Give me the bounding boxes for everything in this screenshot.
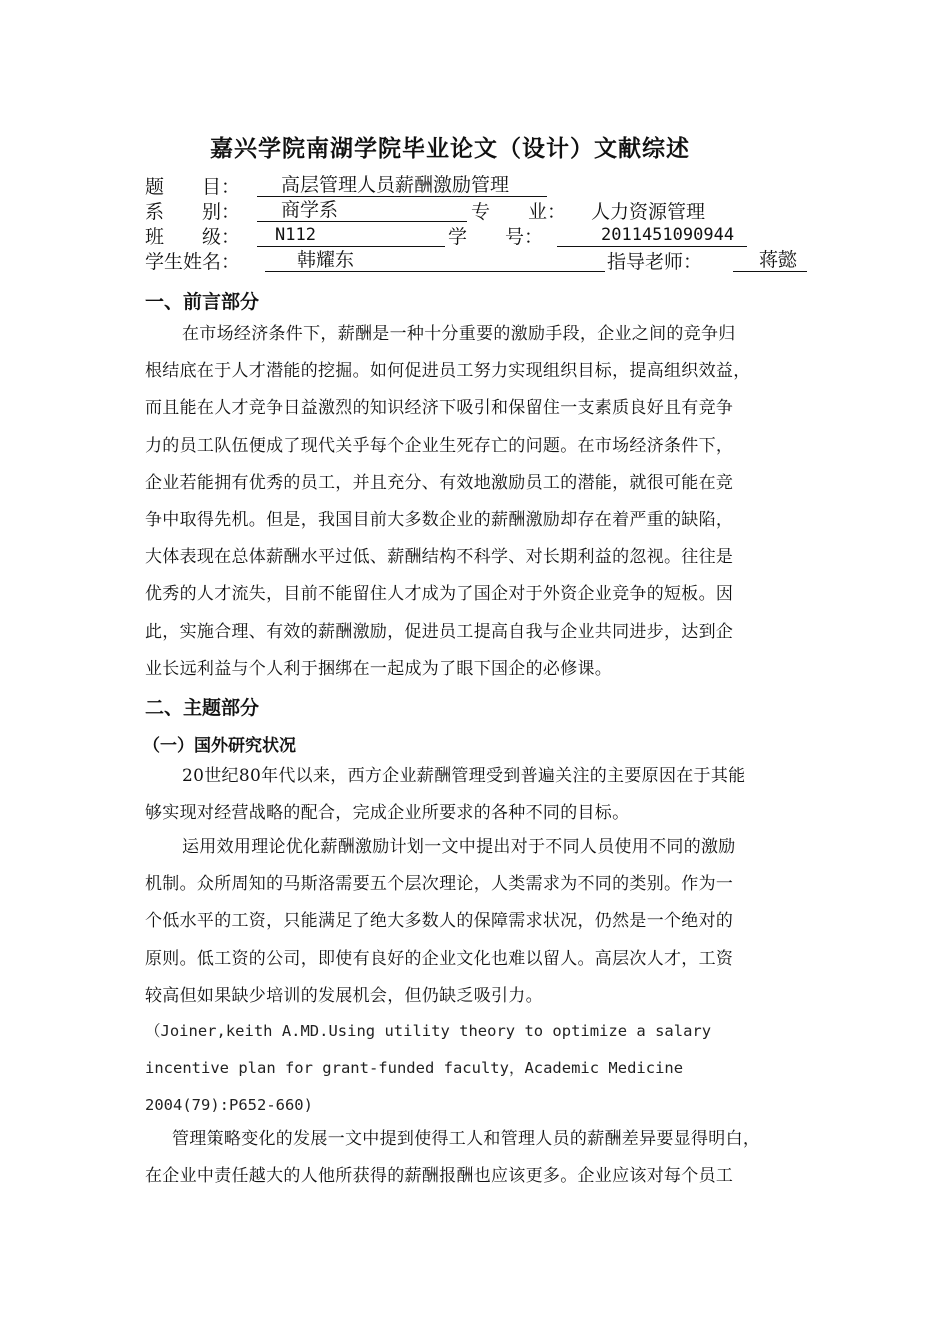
major-label: 专 业： [471,201,567,223]
text-line: 企业若能拥有优秀的员工，并且充分、有效地激励员工的潜能，就很可能在竞 [145,472,734,493]
text-line: 争中取得先机。但是，我国目前大多数企业的薪酬激励却存在着严重的缺陷， [145,509,734,530]
section2-paragraph-2 [145,829,820,1015]
text-line: 优秀的人才流失，目前不能留住人才成为了国企对于外资企业竞争的短板。因 [145,584,734,605]
advisor-value: 蒋懿 [733,250,807,272]
dept-value: 商学系 [257,200,467,222]
name-value: 韩耀东 [265,250,605,272]
text-line: 业长远利益与个人利于捆绑在一起成为了眼下国企的必修课。 [145,658,613,679]
text-line: 运用效用理论优化薪酬激励计划一文中提出对于不同人员使用不同的激励 [182,837,736,857]
section1-paragraph [145,316,820,688]
id-label: 学 号： [448,226,544,248]
text-line: 够实现对经营战略的配合，完成企业所要求的各种不同的目标。 [145,803,630,824]
text-line: 原则。低工资的公司，即使有良好的企业文化也难以留人。高层次人才，工资 [145,948,734,969]
subsection-heading: （一）国外研究状况 [143,736,296,756]
topic-value: 高层管理人员薪酬激励管理 [257,175,547,197]
text-line: 较高但如果缺少培训的发展机会，但仍缺乏吸引力。 [145,985,543,1006]
reference-citation [145,1013,825,1124]
text-line: 根结底在于人才潜能的挖掘。如何促进员工努力实现组织目标，提高组织效益， [145,361,751,382]
document-title: 嘉兴学院南湖学院毕业论文（设计）文献综述 [210,136,690,162]
section2-paragraph-3 [145,1121,820,1195]
text-line: incentive plan for grant-funded faculty，Academic Medicine [145,1059,684,1077]
text-line: 在企业中责任越大的人他所获得的薪酬报酬也应该更多。企业应该对每个员工 [145,1166,734,1187]
text-line: 个低水平的工资，只能满足了绝大多数人的保障需求状况，仍然是一个绝对的 [145,911,734,932]
section2-paragraph-1 [145,758,820,832]
section2-heading: 二、主题部分 [145,697,260,719]
topic-label: 题 目： [145,176,241,198]
class-label: 班 级： [145,226,241,248]
text-line: 在市场经济条件下，薪酬是一种十分重要的激励手段，企业之间的竞争归 [182,324,736,344]
text-line: 此，实施合理、有效的薪酬激励，促进员工提高自我与企业共同进步，达到企 [145,621,734,642]
name-label: 学生姓名： [145,251,241,273]
major-value: 人力资源管理 [591,201,706,223]
class-value: N112 [257,225,445,247]
text-line: 而且能在人才竞争日益激烈的知识经济下吸引和保留住一支素质良好且有竞争 [145,398,734,419]
text-line: 机制。众所周知的马斯洛需要五个层次理论，人类需求为不同的类别。作为一 [145,874,734,895]
text-line: 2004(79):P652-660) [145,1096,313,1114]
dept-label: 系 别： [145,201,241,223]
text-line: 力的员工队伍便成了现代关乎每个企业生死存亡的问题。在市场经济条件下， [145,435,734,456]
text-line: 管理策略变化的发展一文中提到使得工人和管理人员的薪酬差异要显得明白， [172,1129,761,1149]
text-line: 20世纪80年代以来，西方企业薪酬管理受到普遍关注的主要原因在于其能 [182,766,746,786]
text-line: 大体表现在总体薪酬水平过低、薪酬结构不科学、对长期利益的忽视。往往是 [145,547,734,568]
id-value: 2011451090944 [557,225,747,247]
advisor-label: 指导老师： [607,251,703,273]
section1-heading: 一、前言部分 [145,291,260,313]
text-line: （Joiner,keith A.MD.Using utility theory to optimize a salary [145,1022,712,1040]
